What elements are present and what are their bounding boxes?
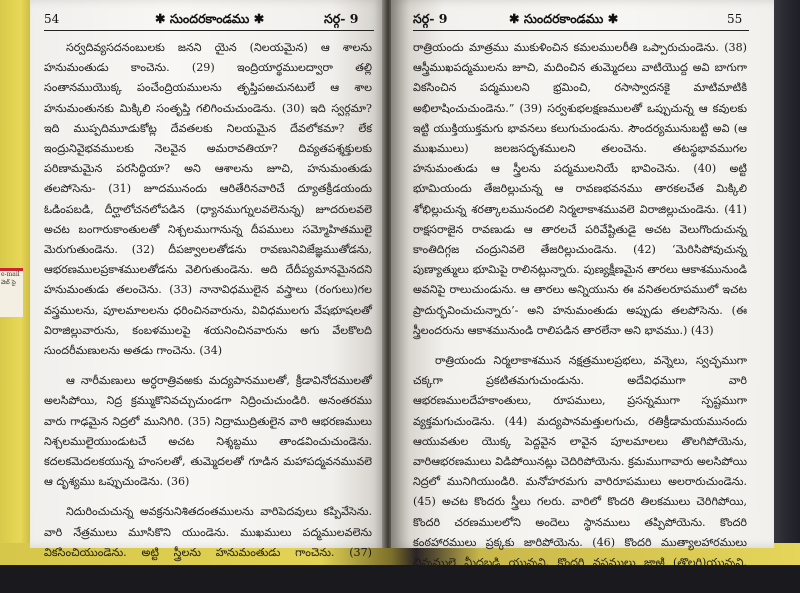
right-page [391, 0, 774, 590]
left-paragraph-2: ఆ నారీమణులు అర్ధరాత్రివఱకు మద్యపానములతో, క్రీడావినోదములతో అలసిపోయి, నిద్ర క్రమ్ముకొనివచ్చుచుండగా నిద్రించుచుండిరి. అనంతరము వారు గాఢమైన నిద్రలో మునిగిరి. (35) నిద్రాముద్రితులైన వారి ఆభరణములు నిశ్చలములైయుండుటచే అచట నిశ్శబ్దము తాండవించుచుండెను. కదలకమెదలకయున్న హంసలతో, తుమ్మెదలతో గూడిన మహాపద్మవనమువలె ఆ దృశ్యము ఒప్పుచుండెను. (36) [44, 374, 372, 489]
left-page-number: 54 [44, 12, 60, 26]
sticker-line-2: వెబ్ సై [1, 279, 16, 286]
right-page-header [391, 10, 774, 30]
sticker-line-1: e-mail [1, 271, 20, 278]
right-sarga-label: సర్గ- 9 [413, 11, 448, 26]
left-paragraph-3: నిదురించుచున్న అవక్రనునిశితదంతములను వారిపెదవులు కప్పివేసెను. వారి నేత్రములు మూసికొని యుండెను. ముఖములు పద్మములవలెను వికసించియుండెను. అట్టి స్త్రీలను హనుమంతుడు గాంచెను. (37) “అంగనలస్త్రీలముఖములు పగటిపూట వికసించిన పద్మములవలెనుండి, [44, 505, 372, 580]
right-page-body [413, 38, 747, 593]
left-running-title: ✱ సుందరకాండము ✱ [155, 11, 265, 26]
right-paragraph-1: రాత్రియందు మాత్రము ముకుళించిన కమలములరీతి ఒప్పారుచుండెను. (38) ఆస్త్రీముఖపద్మములను జూచి, మదించిన తుమ్మెదలు వాటియొద్ద అవి బాగుగా వికసించిన పద్మములని భ్రమించి, రసాస్వాదనకై మాటిమాటికి అభిలాషించుచుండెను.” (39) సర్వశుభలక్షణములతో ఒప్పుచున్న ఆ కవులకు ఇట్టి యుక్తియుక్తమగు భావనలు కలుగుచుండును. సౌందర్యమునుబట్టి అవి (ఆ ముఖములు) జలజసదృశములని తలంచెను. తటస్థభావముగల హనుమంతుడు ఆ స్త్రీలను పద్మములనియే భావించెను. (40) అట్టి భూమియందు తేజరిల్లుచున్న ఆ రావణభవనము తారకలచేత మిక్కిలి శోభిల్లుచున్న శరత్కాలమునందలి నిర్మలాకాశమువలె విరాజిల్లుచుండెను. (41) రాక్షసరాజైన రావణుడు ఆ తారలచే పరివేష్టితుడై అచట వెలుగొందుచున్న కాంతిదిగ్గజ చంద్రునివలె తేజరిల్లుచుండెను. (42) ‘మెరిసిపోవుచున్న పుణ్యాత్ములు భూమిపై రాలినట్లున్నారు. పుణ్యక్షీణమైన తారలు ఆకాశమునుండి అవనిపై రాలుచుండును. ఆ తారలు అన్నియును ఈ వనితలరూపములో ఇచట ప్రాదుర్భవించుచున్నారు’- అని హనుమంతుడు అప్పుడు తలపోసెను. (ఈ స్త్రీలందరును ఆకాశమునుండి రాలిపడిన తారలేనా అని భావము.) (43) [413, 41, 747, 337]
right-surface [772, 0, 800, 565]
right-header-rule [413, 30, 749, 31]
left-paragraph-1: సర్వదివ్యసదనంబులకు జనని యైన (నిలయమైన) ఆ శాలను హనుమంతుడు కాంచెను. (29) ఇంద్రియార్థములద్వారా తల్లి సంతానముయొక్క పంచేంద్రియములను తృప్తిపఱచునటులే ఆ శాల హనుమంతునకు మిక్కిలి సంతృప్తి గలిగించుచుండెను. (30) ఇది స్వర్గమా? ఇది ముప్పదిమూడుకోట్ల దేవతలకు నిలయమైన దేవలోకమా? లేక ఇంద్రునివైభవములకు నెలవైన అమరావతియా? దివ్యతపశ్శక్తులకు పరిణామమైన పరసిద్ధియా? అని ఆశాలను జూచి, హనుమంతుడు తలపోసెను- (31) జూదమునందు ఆరితేరినవారిచే ద్యూతక్రీడయందు ఓడింపబడి, దీర్ఘాలోచనలోపడిన (ధ్యానముగ్నులవలెనున్న) జూదరులవలె అచట బంగారుకాంతులతో నిశ్చలముగానున్న దీపములు సమ్మోహితములై మెరుగుతుండెను. (32) దీపజ్వాలలతోడను రావణునివిజేజ్ఞముతోడను, ఆభరణములప్రకాశములతోడను వెలిగుతుండెను. అది దేదీప్యమానమైనదని హనుమంతుడు తలంచెను. (33) నానావిధములైన వస్త్రాలు (రంగులు)గల వస్త్రములను, పూలమాలలను ధరించినవారును, వివిధములగు వేషభూషలతో విరాజిల్లువారును, కంబళములపై శయనించినవారును అగు వేలకొలది సుందరీమణులను అతడు గాంచెను. (34) [44, 41, 372, 358]
left-page-body [44, 38, 372, 583]
left-header-rule [44, 30, 374, 31]
left-page [30, 0, 385, 580]
right-paragraph-2: రాత్రియందు నిర్మలాకాశమున నక్షత్రములప్రభలు, వన్నెలు, స్వచ్ఛముగా చక్కగా ప్రకటితమగుచుండును. అదేవిధముగా వారి ఆభరణములదేహకాంతులు, రూపములు, ప్రసన్నముగా స్పష్టముగా వ్యక్తమగుచుండెను. (44) మద్యపానమత్తులగుచు, రతిక్రీడామయమునందు ఆయువతుల యొక్క పెద్దవైన లావైన పూలమాలలు తొలగిపోయెను, వారిఆభరణములు విడిపోయినట్లు చెదిరిపోయెను. క్రమముగావారు అలసిపోయి నిద్రలో మునిగియుండిరి. మనోహరమగు వారిరూపములు అలరారుచుండెను. (45) అచట కొందరు స్త్రీలు గలరు. వారిలో కొందరి తిలకములు చెరిగిపోయి, కొందరి చరణములలోని అందెలు స్థానములు తప్పిపోయెను. కొందరి కంఠహారములు ప్రక్కకు జారిపోయెను. (46) కొందరి ముత్యాలహారములు చిన్నములై మీదబడి యున్నవి. కొందరి వస్త్రములు జాఱి (తొలగి)యున్నవి. కొందరి మొలనూలు [413, 354, 747, 590]
left-page-header [30, 10, 385, 30]
left-sarga-label: సర్గ- 9 [324, 11, 359, 26]
right-running-title: ✱ సుందరకాండము ✱ [509, 11, 619, 26]
cover-sticker [0, 268, 23, 317]
right-page-number: 55 [727, 12, 743, 26]
